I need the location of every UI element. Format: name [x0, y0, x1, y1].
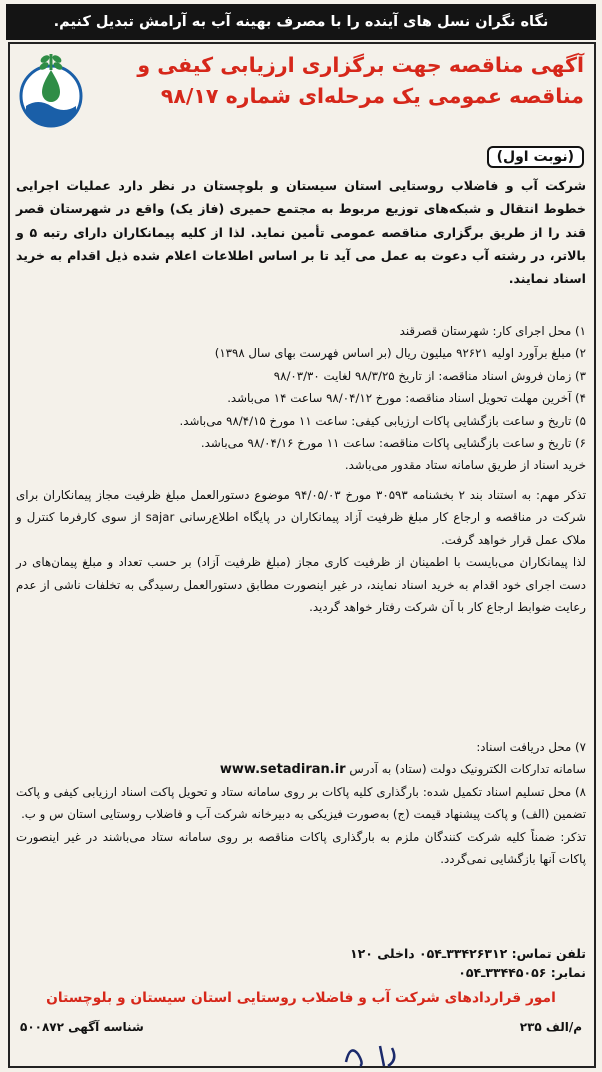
note-capacity: تذکر مهم: به استناد بند ۲ بخشنامه ۳۰۵۹۳ مورخ ۹۴/۰۵/۰۳ موضوع دستورالعمل مبلغ ظرفیت مجاز پیمانکاران برای شرکت در مناقصه و ارجاع کار مبلغ ظرفیت آزاد پیمانکاران در پایگاه اطلاع‌رسانی sajar از سوی کارفرما کنترل و ملاک عمل قرار خواهد گرفت. [16, 488, 586, 547]
note-contractors: لذا پیمانکاران می‌بایست با اطمینان از ظرفیت کاری مجاز (مبلغ ظرفیت آزاد) بر حسب تعداد و مبلغ پیمان‌های در دست اجرای خود اقدام به خرید اسناد نمایند، در غیر اینصورت مطابق دستورالعمل رسیدگی به تخلفات ناشی از عدم رعایت ضوابط ارجاع کار با آن شرکت رفتار خواهد گردید. [16, 555, 586, 615]
list-item: ۱) محل اجرای کار: شهرستان قصرقند [399, 324, 586, 338]
fax-number: نمابر: ۳۳۴۴۵۰۵۶ـ۰۵۴ [458, 965, 586, 980]
reference-number: م/الف ۲۳۵ [519, 1020, 582, 1034]
list-item: ۴) آخرین مهلت تحویل اسناد مناقصه: مورخ ۹۸/۰۴/۱۲ ساعت ۱۴ می‌باشد. [227, 391, 586, 406]
document-location [16, 736, 586, 782]
website-link[interactable]: www.setadiran.ir [219, 762, 346, 778]
tender-details-list [16, 320, 586, 477]
title-line-1: آگهی مناقصه جهت برگزاری ارزیابی کیفی و [137, 53, 584, 77]
important-note [16, 484, 586, 618]
note-upload: تذکر: ضمناً کلیه شرکت کنندگان ملزم به بارگذاری پاکات مناقصه بر روی سامانه ستاد می‌باشند در غیر اینصورت پاکات آنها بازگشایی نمی‌گردد. [16, 829, 586, 867]
item7-line [16, 758, 586, 781]
water-company-logo-icon [12, 48, 90, 130]
issuer-name: امور قراردادهای شرکت آب و فاضلاب روستایی استان سیستان و بلوچستان [46, 990, 556, 1006]
list-item: ۳) زمان فروش اسناد مناقصه: از تاریخ ۹۸/۳/۲۵ لغایت ۹۸/۰۳/۳۰ [273, 368, 586, 383]
round-badge: (نوبت اول) [487, 146, 584, 168]
handwritten-mark-icon [340, 1040, 410, 1070]
ad-title [94, 50, 584, 112]
title-line-2: مناقصه عمومی یک مرحله‌ای شماره ۹۸/۱۷ [160, 84, 584, 108]
submission-section [16, 781, 586, 871]
ad-identifier: شناسه آگهی ۵۰۰۸۷۲ [20, 1020, 144, 1034]
phone-number: تلفن تماس: ۳۳۴۲۶۳۱۲ـ۰۵۴ داخلی ۱۲۰ [349, 946, 586, 961]
intro-paragraph [16, 174, 586, 290]
intro-text: شرکت آب و فاضلاب روستایی استان سیستان و بلوچستان در نظر دارد عملیات اجرایی خطوط انتقال و شبکه‌های توزیع مربوط به مجتمع حمیری (فاز یک) واقع در شهرستان قصر قند را از طریق برگزاری مناقصه عمومی تأمین نماید. لذا از کلیه پیمانکاران دارای رتبه ۵ و بالاتر، در رشته آب دعوت به عمل می آید تا بر اساس اطلاعات اعلام شده ذیل اقدام به خرید اسناد نمایند. [16, 178, 586, 287]
list-item: خرید اسناد از طریق سامانه ستاد مقدور می‌باشد. [344, 458, 586, 473]
footer-meta [20, 1020, 582, 1034]
top-slogan-banner: نگاه نگران نسل های آینده را با مصرف بهینه آب به آرامش تبدیل کنیم. [6, 4, 596, 40]
item7-title: ۷) محل دریافت اسناد: [476, 740, 586, 754]
list-item: ۶) تاریخ و ساعت بازگشایی پاکات مناقصه: ساعت ۱۱ مورخ ۹۸/۰۴/۱۶ می‌باشد. [200, 436, 586, 451]
list-item: ۵) تاریخ و ساعت بازگشایی پاکات ارزیابی کیفی: ساعت ۱۱ مورخ ۹۸/۴/۱۵ می‌باشد. [179, 413, 586, 428]
list-item: ۲) مبلغ برآورد اولیه ۹۲۶۲۱ میلیون ریال (بر اساس فهرست بهای سال ۱۳۹۸) [214, 346, 586, 361]
contact-info [286, 944, 586, 982]
item8-text: ۸) محل تسلیم اسناد تکمیل شده: بارگذاری کلیه پاکات بر روی سامانه ستاد و تحویل پاکت اسناد ارزیابی کیفی و پاکت تضمین (الف) و پاکت پیشنهاد قیمت (ج) به‌صورت فیزیکی به دبیرخانه شرکت آب و فاضلاب روستایی استان س و ب. [16, 785, 586, 822]
item7-text: سامانه تدارکات الکترونیک دولت (ستاد) به آدرس [349, 762, 586, 777]
